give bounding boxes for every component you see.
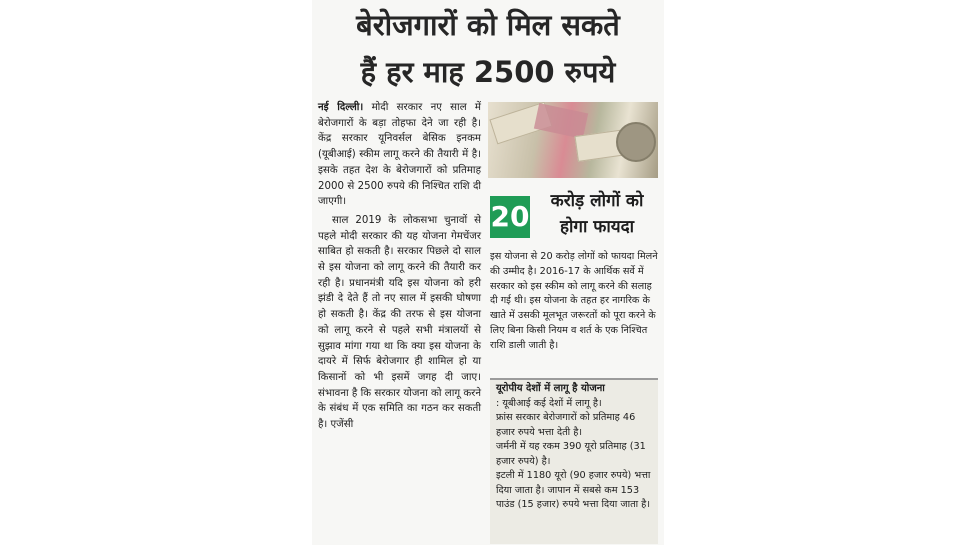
- paragraph-1: [318, 100, 481, 210]
- stat-number: 20: [490, 196, 530, 238]
- dateline: नई दिल्ली।: [318, 102, 364, 113]
- stat-label-line-1: करोड़ लोगों को: [550, 191, 644, 211]
- box-title: यूरोपीय देशों में लागू है योजना: [496, 383, 605, 394]
- stat-highlight: [490, 188, 658, 244]
- headline-line-2: हैं हर माह 2500 रुपये: [360, 55, 616, 89]
- paragraph-2: साल 2019 के लोकसभा चुनावों से पहले मोदी सरकार की यह योजना गेमचेंजर साबित हो सकती है। सरकार पिछले दो साल से इस योजना को लागू करने की तैयारी कर रही है। प्रधानमंत्री यदि इस योजना को हरी झंडी दे देते हैं तो नए साल में इसकी घोषणा हो सकती है। केंद्र की तरफ से इस योजना को लागू करने से पहले सभी मंत्रालयों से सुझाव मांगा गया था कि क्या इस योजना के दायरे में सिर्फ बेरोजगार ही शामिल हो या किसानों को भी इसमें जगह दी जाए। संभावना है कि सरकार योजना को लागू करने के संबंध में एक समिति का गठन कर सकती है। एजेंसी: [318, 214, 481, 431]
- box-line-2: फ्रांस सरकार बेरोजगारों को प्रतिमाह 46 हजार रुपये भत्ता देती है।: [496, 412, 636, 438]
- europe-sidebar-box: [490, 378, 658, 544]
- stat-label: [536, 188, 658, 240]
- news-clipping: [312, 0, 664, 545]
- coin-shape: [616, 122, 656, 162]
- headline-line-1: बेरोजगारों को मिल सकते: [356, 8, 620, 42]
- left-column: [318, 100, 481, 433]
- headline: [312, 2, 664, 96]
- paragraph-1-text: मोदी सरकार नए साल में बेरोजगारों के बड़ा तोहफा देने जा रही है। केंद्र सरकार यूनिवर्सल बेसिक इनकम (यूबीआई) स्कीम लागू करने की तैयारी में है। इसके तहत देश के बेरोजगारों को प्रतिमाह 2000 से 2500 रुपये की निश्चित राशि दी जाएगी।: [318, 102, 481, 208]
- middle-paragraph: इस योजना से 20 करोड़ लोगों को फायदा मिलने की उम्मीद है। 2016-17 के आर्थिक सर्वे में सरकार को इस स्कीम को लागू करने की सलाह दी गई थी। इस योजना के तहत हर नागरिक के खाते में उसकी मूलभूत जरूरतों को पूरा करने के लिए बिना किसी नियम व शर्त के एक निश्चित राशि डाली जाती है।: [490, 251, 658, 351]
- box-line-1: : यूबीआई कई देशों में लागू है।: [496, 397, 602, 409]
- banknote-shape-2: [534, 103, 588, 139]
- stat-label-line-2: होगा फायदा: [559, 217, 635, 237]
- box-line-3: जर्मनी में यह रकम 390 यूरो प्रतिमाह (31 हजार रुपये) है।: [496, 441, 646, 467]
- currency-notes-photo: [488, 102, 658, 178]
- box-line-4: इटली में 1180 यूरो (90 हजार रुपये) भत्ता दिया जाता है। जापान में सबसे कम 153 पाउंड (15 हजार) रुपये भत्ता दिया जाता है।: [496, 470, 651, 510]
